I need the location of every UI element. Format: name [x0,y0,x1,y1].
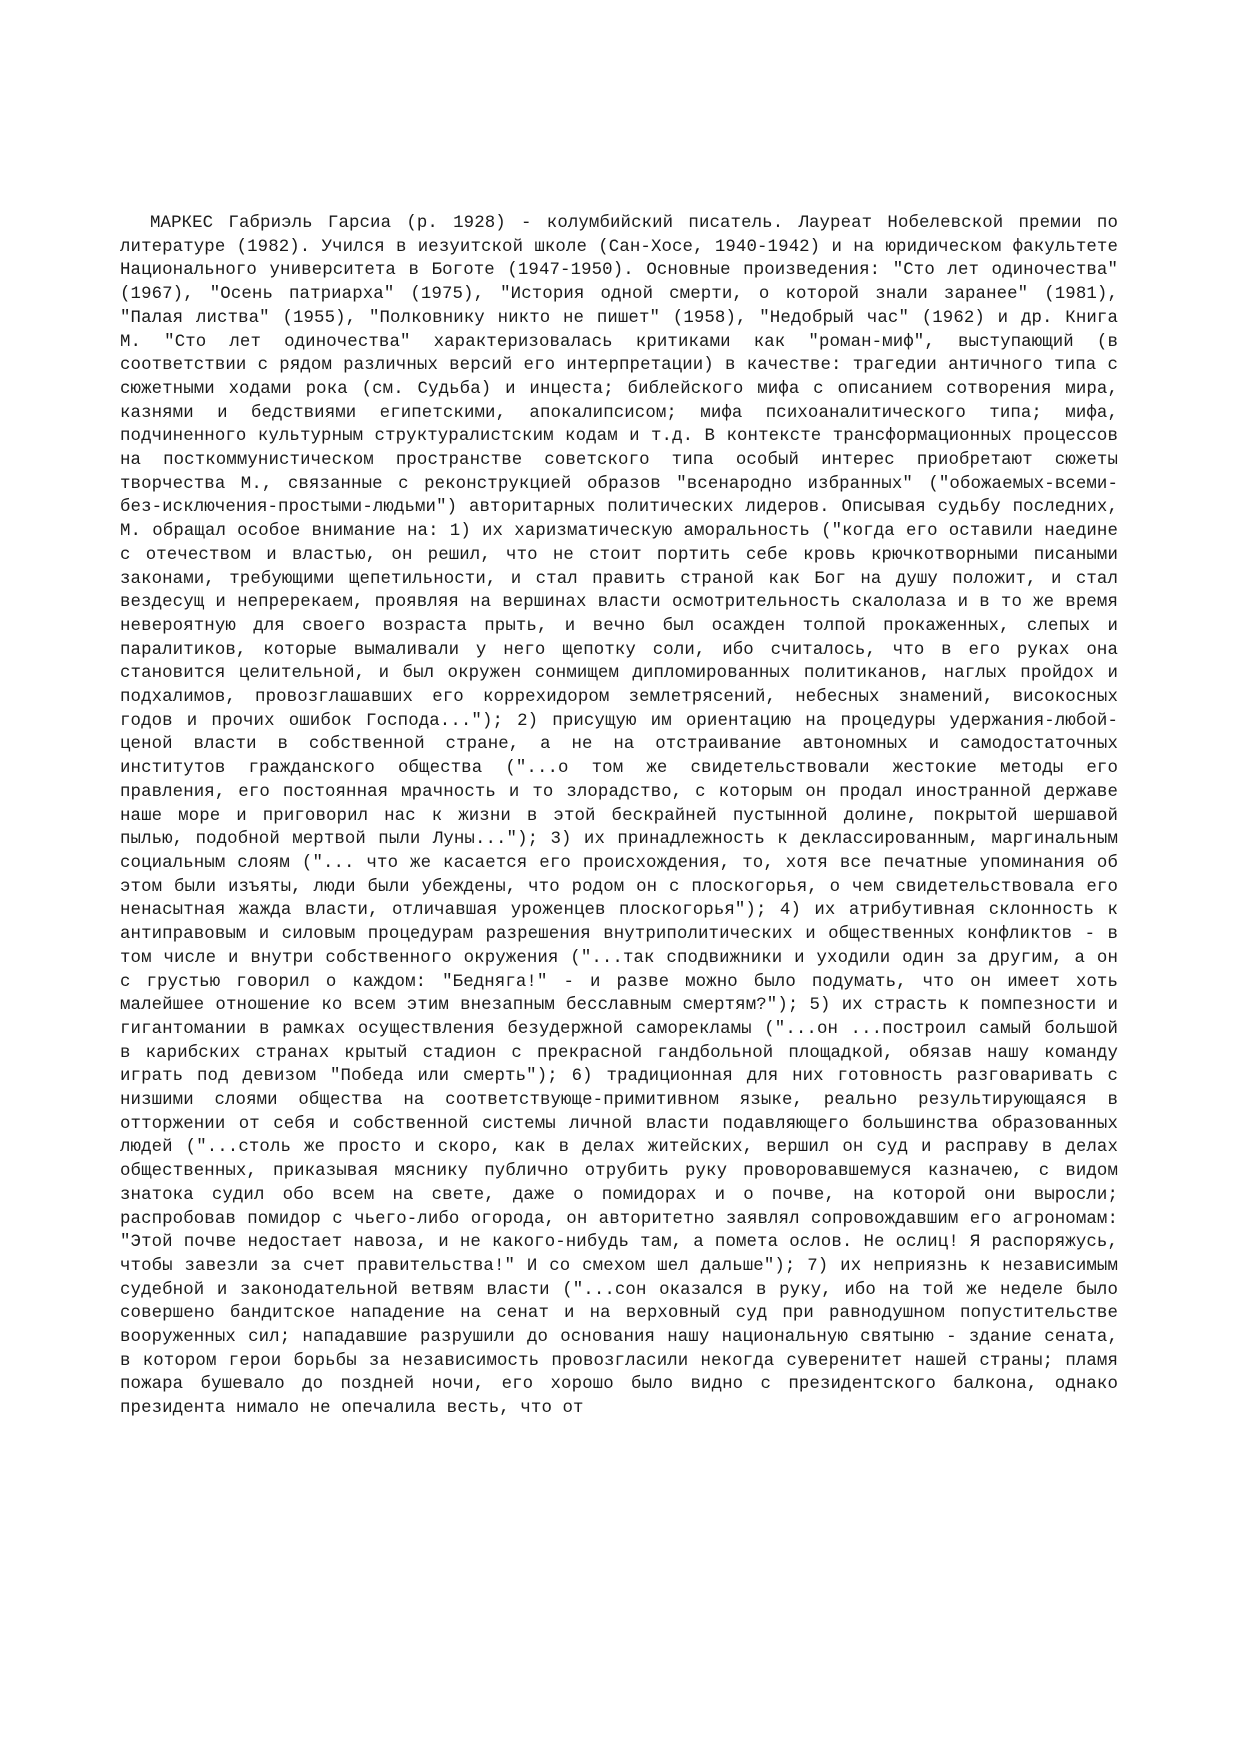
encyclopedia-entry-paragraph: МАРКЕС Габриэль Гарсиа (р. 1928) - колумбийский писатель. Лауреат Нобелевской премии по литературе (1982). Учился в иезуитской школе (Сан-Хосе, 1940-1942) и на юридическом факультете Национального университета в Боготе (1947-1950). Основные произведения: "Сто лет одиночества" (1967), "Осень патриарха" (1975), "История одной смерти, о которой знали заранее" (1981), "Палая листва" (1955), "Полковнику никто не пишет" (1958), "Недобрый час" (1962) и др. Книга М. "Сто лет одиночества" характеризовалась критиками как "роман-миф", выступающий (в соответствии с рядом различных версий его интерпретации) в качестве: трагедии античного типа с сюжетными ходами рока (см. Судьба) и инцеста; библейского мифа с описанием сотворения мира, казнями и бедствиями египетскими, апокалипсисом; мифа психоаналитического типа; мифа, подчиненного культурным структуралистским кодам и т.д. В контексте трансформационных процессов на посткоммунистическом пространстве советского типа особый интерес приобретают сюжеты творчества М., связанные с реконструкцией образов "всенародно избранных" ("обожаемых-всеми-без-исключения-простыми-людьми") авторитарных политических лидеров. Описывая судьбу последних, М. обращал особое внимание на: 1) их харизматическую аморальность ("когда его оставили наедине с отечеством и властью, он решил, что не стоит портить себе кровь крючкотворными писаными законами, требующими щепетильности, и стал править страной как Бог на душу положит, и стал вездесущ и непререкаем, проявляя на вершинах власти осмотрительность скалолаза и в то же время невероятную для своего возраста прыть, и вечно был осажден толпой прокаженных, слепых и паралитиков, которые вымаливали у него щепотку соли, ибо считалось, что в его руках она становится целительной, и был окружен сонмищем дипломированных политиканов, наглых пройдох и подхалимов, провозглашавших его коррехидором землетрясений, небесных знамений, високосных годов и прочих ошибок Господа..."); 2) присущую им ориентацию на процедуры удержания-любой-ценой власти в собственной стране, а не на отстраивание автономных и самодостаточных институтов гражданского общества ("...о том же свидетельствовали жестокие методы его правления, его постоянная мрачность и то злорадство, с которым он продал иностранной державе наше море и приговорил нас к жизни в этой бескрайней пустынной долине, покрытой шершавой пылью, подобной мертвой пыли Луны..."); 3) их принадлежность к деклассированным, маргинальным социальным слоям ("... что же касается его происхождения, то, хотя все печатные упоминания об этом были изъяты, люди были убеждены, что родом он с плоскогорья, о чем свидетельствовала его ненасытная жажда власти, отличавшая уроженцев плоскогорья"); 4) их атрибутивная склонность к антиправовым и силовым процедурам разрешения внутриполитических и общественных конфликтов - в том числе и внутри собственного окружения ("...так сподвижники и уходили один за другим, а он с грустью говорил о каждом: "Бедняга!" - и разве можно было подумать, что он имеет хоть малейшее отношение ко всем этим внезапным бесславным смертям?"); 5) их страсть к помпезности и гигантомании в рамках осуществления безудержной саморекламы ("...он ...построил самый большой в карибских странах крытый стадион с прекрасной гандбольной площадкой, обязав нашу команду играть под девизом "Победа или смерть"); 6) традиционная для них готовность разговаривать с низшими слоями общества на соответствующе-примитивном языке, реально результирующаяся в отторжении от себя и собственной системы личной власти подавляющего большинства образованных людей ("...столь же просто и скоро, как в делах житейских, вершил он суд и расправу в делах общественных, приказывая мяснику публично отрубить руку проворовавшемуся казначею, с видом знатока судил обо всем на свете, даже о помидорах и о почве, на которой они выросли; распробовав помидор с чьего-либо огорода, он авторитетно заявлял сопровождавшим его агрономам: "Этой почве недостает навоза, и не какого-нибудь там, а помета ослов. Не ослиц! Я распоряжусь, чтобы завезли за счет правительства!" И со смехом шел дальше"); 7) их неприязнь к независимым судебной и законодательной ветвям власти ("...сон оказался в руку, ибо на той же неделе было совершено бандитское нападение на сенат и на верховный суд при равнодушном попустительстве вооруженных сил; нападавшие разрушили до основания нашу национальную святыню - здание сената, в котором герои борьбы за независимость провозгласили некогда суверенитет нашей страны; пламя пожара бушевало до поздней ночи, его хорошо было видно с президентского балкона, однако президента нимало не опечалила весть, что от [120,214,1118,1419]
document-page [120,212,1118,1421]
